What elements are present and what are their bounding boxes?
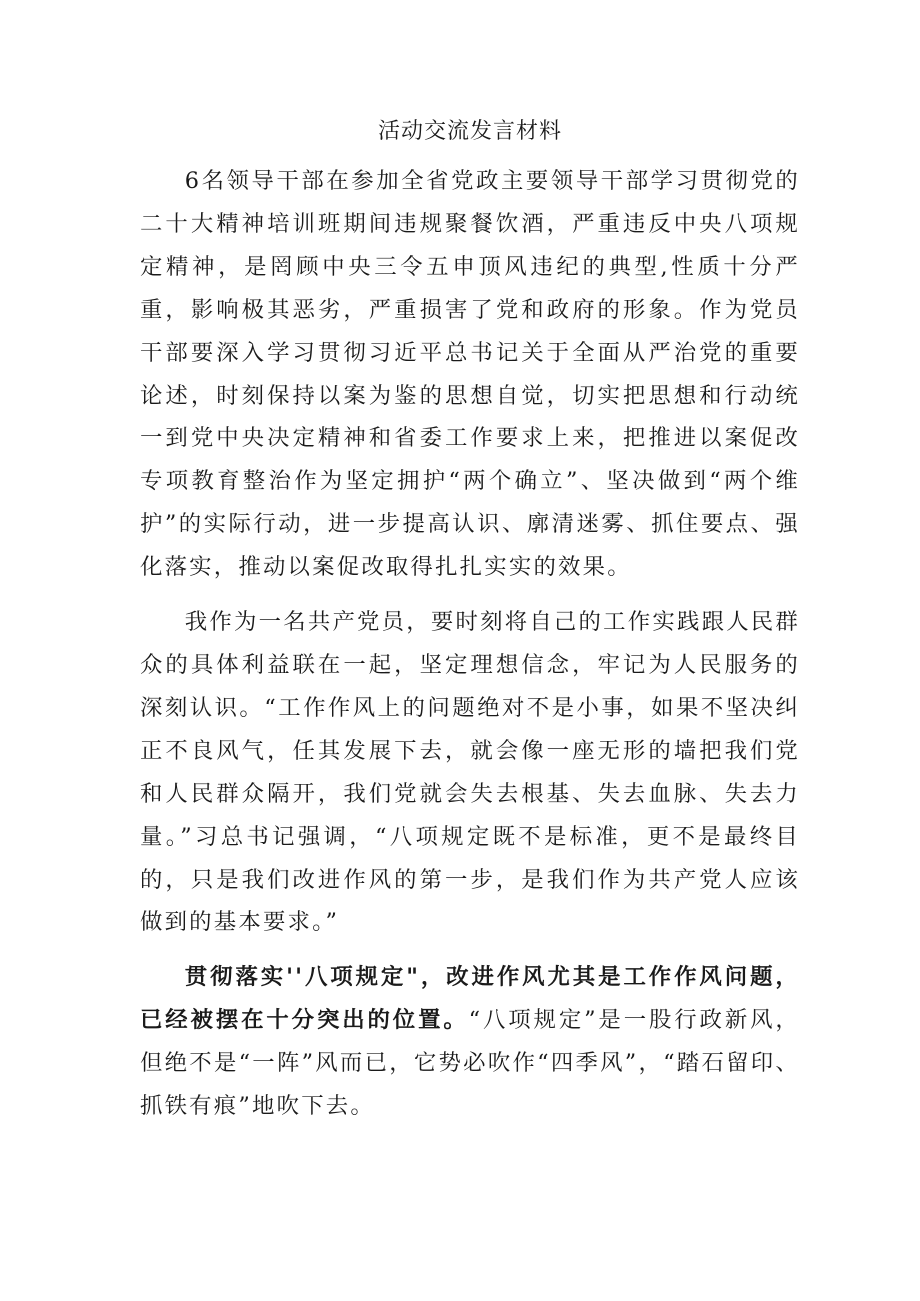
document-page: [140, 108, 800, 1128]
paragraph-1: 6名领导干部在参加全省党政主要领导干部学习贯彻党的二十大精神培训班期间违规聚餐饮酒，严重违反中央八项规定精神，是罔顾中央三令五申顶风违纪的典型,性质十分严重，影响极其恶劣，严重损害了党和政府的形象。作为党员干部要深入学习贯彻习近平总书记关于全面从严治党的重要论述，时刻保持以案为鉴的思想自觉，切实把思想和行动统一到党中央决定精神和省委工作要求上来，把推进以案促改专项教育整治作为坚定拥护“两个确立”、坚决做到“两个维护”的实际行动，进一步提高认识、廓清迷雾、抓住要点、强化落实，推动以案促改取得扎扎实实的效果。: [140, 168, 800, 581]
paragraph-3: [140, 956, 800, 1128]
paragraph-2: 我作为一名共产党员，要时刻将自己的工作实践跟人民群众的具体利益联在一起，坚定理想信念，牢记为人民服务的深刻认识。“工作作风上的问题绝对不是小事，如果不坚决纠正不良风气，任其发展下去，就会像一座无形的墙把我们党和人民群众隔开，我们党就会失去根基、失去血脉、失去力量。”习总书记强调，“八项规定既不是标准，更不是最终目的，只是我们改进作风的第一步，是我们作为共产党人应该做到的基本要求。”: [140, 609, 800, 936]
document-title: 活动交流发言材料: [377, 119, 562, 144]
paragraph-3-bold-lead: 贯彻落实''八项规定"，改进作风尤其是工作作风问题，已经被摆在十分突出的位置。: [140, 964, 800, 1034]
paragraph-3-body: “八项规定”是一股行政新风，但绝不是“一阵”风而已，它势必吹作“四季风”，“踏石留印、抓铁有痕”地吹下去。: [140, 1007, 800, 1120]
